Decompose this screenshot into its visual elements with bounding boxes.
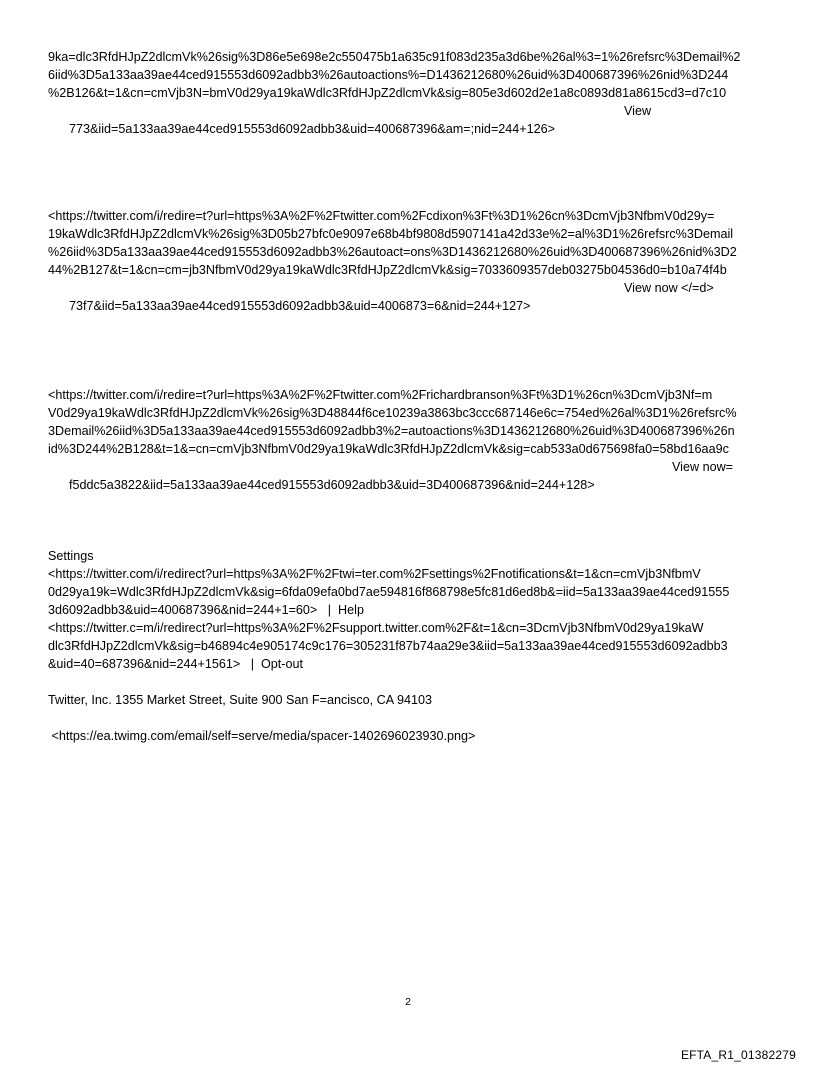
url-line: %26iid%3D5a133aa39ae44ced915553d6092adbb3%26autoact=ons%3D1436212680%26uid%3D400687396%26nid%3D2: [48, 245, 737, 259]
url-line: 773&iid=5a133aa39ae44ced915553d6092adbb3&uid=400687396&am=;nid=244+126>: [69, 122, 556, 136]
url-line: f5ddc5a3822&iid=5a133aa39ae44ced915553d6092adbb3&uid=3D400687396&nid=244+128>: [69, 478, 595, 492]
company-address: [48, 691, 772, 709]
url-line: <https://twitter.com/i/redirect?url=https%3A%2F%2Ftwi=ter.com%2Fsettings%2Fnotifications&t=1&cn=cmVjb3NfbmV: [48, 567, 701, 581]
view-now-link[interactable]: View now </=d>: [624, 281, 714, 295]
url-line: 0d29ya19k=Wdlc3RfdHJpZ2dlcmVk&sig=6fda09efa0bd7ae594816f868798e5fc81d6ed8b&=iid=5a133aa39ae44ced91555: [48, 585, 730, 599]
url-line: <https://twitter.com/i/redire=t?url=https%3A%2F%2Ftwitter.com%2Frichardbranson%3Ft%3D1%26cn%3DcmVjb3Nf=m: [48, 388, 713, 402]
settings-label[interactable]: Settings: [48, 549, 94, 563]
link-block-cdixon: [48, 207, 772, 351]
url-line: dlc3RfdHJpZ2dlcmVk&sig=b46894c4e905174c9c176=305231f87b74aa29e3&iid=5a133aa39ae44ced915553d6092adbb3: [48, 639, 728, 653]
link-block-view: [48, 48, 772, 174]
footer-links: [48, 547, 772, 673]
url-line: 44%2B127&t=1&cn=cm=jb3NfbmV0d29ya19kaWdlc3RfdHJpZ2dlcmVk&sig=7033609357deb03275b04536d0=b10a74f4b: [48, 263, 727, 277]
url-line: 19kaWdlc3RfdHJpZ2dlcmVk%26sig%3D05b27bfc0e9097e68b4bf9808d5907141a42d33e%2=al%3D1%26refsrc%3Demail: [48, 227, 734, 241]
page-number: 2: [405, 996, 411, 1008]
help-link-line[interactable]: 3d6092adbb3&uid=400687396&nid=244+1=60> | Help: [48, 603, 364, 617]
document-id: EFTA_R1_01382279: [680, 1048, 796, 1062]
spacer-url[interactable]: <https://ea.twimg.com/email/self=serve/media/spacer-1402696023930.png>: [48, 729, 476, 743]
view-link[interactable]: View: [624, 104, 652, 118]
url-line: id%3D244%2B128&t=1&=cn=cmVjb3NfbmV0d29ya19kaWdlc3RfdHJpZ2dlcmVk&sig=cab533a0d675698fa0=58bd16aa9c: [48, 442, 729, 456]
spacer-image-link: [48, 727, 772, 745]
url-line: %2B126&t=1&cn=cmVjb3N=bmV0d29ya19kaWdlc3RfdHJpZ2dlcmVk&sig=805e3d602d2e1a8c0893d81a8615cd3=d7c10: [48, 86, 727, 100]
opt-out-link-line[interactable]: &uid=40=687396&nid=244+1561> | Opt-out: [48, 657, 304, 671]
link-block-richardbranson: [48, 386, 772, 530]
view-now-link[interactable]: View now=: [672, 460, 734, 474]
address-text: Twitter, Inc. 1355 Market Street, Suite 900 San F=ancisco, CA 94103: [48, 693, 432, 707]
url-line: 3Demail%26iid%3D5a133aa39ae44ced915553d6092adbb3%2=autoactions%3D1436212680%26uid%3D400687396%26n: [48, 424, 735, 438]
url-line: 6iid%3D5a133aa39ae44ced915553d6092adbb3%26autoactions%=D1436212680%26uid%3D400687396%26nid%3D244: [48, 68, 729, 82]
url-line: 9ka=dlc3RfdHJpZ2dlcmVk%26sig%3D86e5e698e2c550475b1a635c91f083d235a3d6be%26al%3=1%26refsrc%3Demail%2: [48, 50, 741, 64]
url-line: 73f7&iid=5a133aa39ae44ced915553d6092adbb3&uid=4006873=6&nid=244+127>: [69, 299, 531, 313]
url-line: <https://twitter.com/i/redire=t?url=https%3A%2F%2Ftwitter.com%2Fcdixon%3Ft%3D1%26cn%3DcmVjb3NfbmV0d29y=: [48, 209, 715, 223]
url-line: <https://twitter.c=m/i/redirect?url=https%3A%2F%2Fsupport.twitter.com%2F&t=1&cn=3DcmVjb3NfbmV0d29ya19kaW: [48, 621, 704, 635]
url-line: V0d29ya19kaWdlc3RfdHJpZ2dlcmVk%26sig%3D48844f6ce10239a3863bc3ccc687146e6c=754ed%26al%3D1%26refsrc%: [48, 406, 737, 420]
